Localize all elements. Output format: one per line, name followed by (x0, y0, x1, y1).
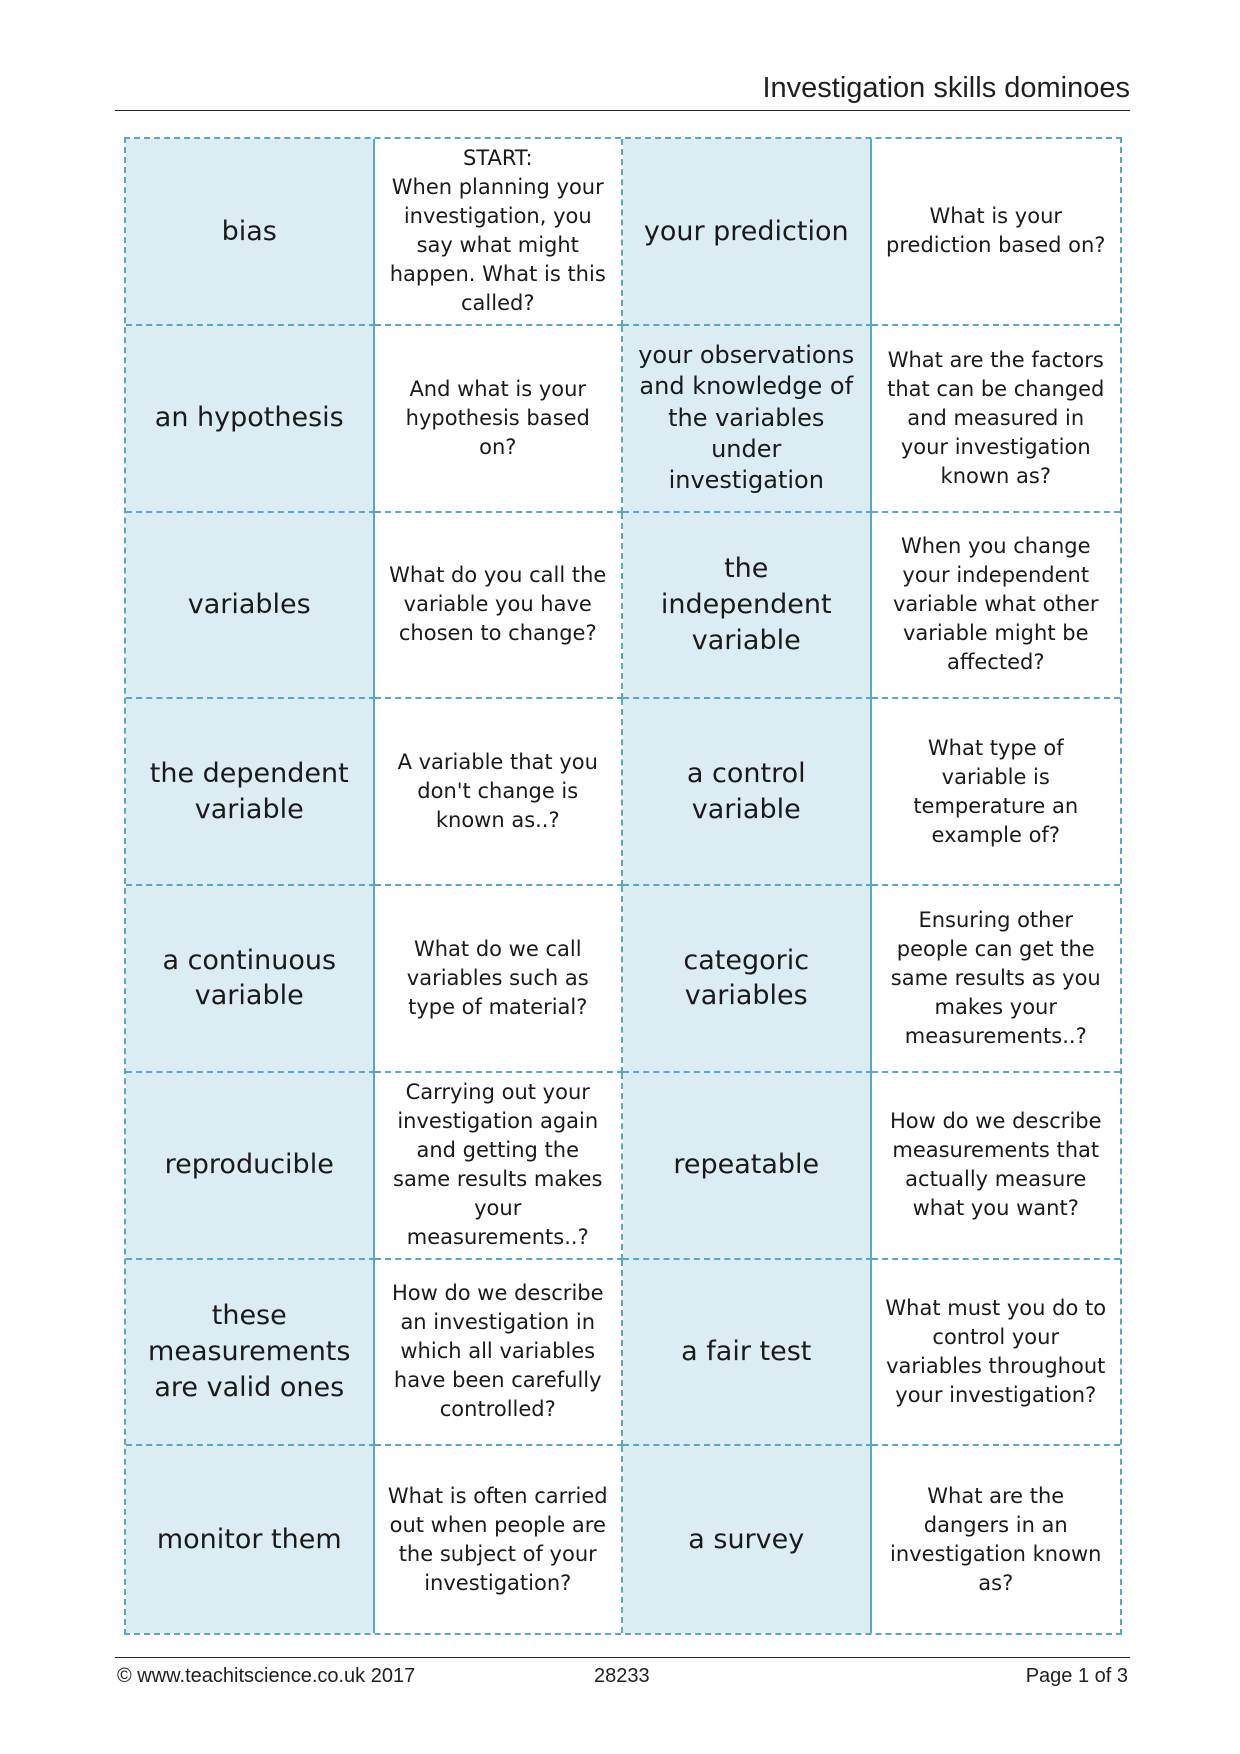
answer-text: monitor them (156, 1523, 342, 1555)
question-text: When you change your independent variable what other variable might be affected? (892, 534, 1099, 675)
answer-text: reproducible (164, 1149, 334, 1181)
domino-question-cell (375, 1260, 624, 1447)
copyright-text: © www.teachitscience.co.uk 2017 (117, 1665, 416, 1687)
domino-question-cell (375, 326, 624, 513)
resource-id: 28233 (594, 1665, 650, 1687)
domino-answer-cell (623, 1260, 872, 1447)
domino-answer-cell (623, 1073, 872, 1260)
dominoes-grid (124, 137, 1122, 1635)
domino-question-cell (375, 513, 624, 700)
question-text: How do we describe an investigation in which all variables have been carefully controlled? (391, 1281, 604, 1422)
domino-question-cell (872, 886, 1121, 1073)
domino-answer-cell (623, 326, 872, 513)
footer-divider (115, 1657, 1130, 1658)
answer-text: an hypothesis (154, 402, 344, 434)
question-text: Ensuring other people can get the same results as you makes your measurements..? (890, 907, 1101, 1048)
answer-text: a survey (688, 1523, 805, 1555)
question-text: A variable that you don't change is known as..? (397, 750, 598, 833)
domino-question-cell (375, 1446, 624, 1633)
question-text: What is your prediction based on? (886, 204, 1106, 258)
domino-question-cell (872, 1260, 1121, 1447)
domino-answer-cell (623, 1446, 872, 1633)
answer-text: bias (221, 215, 277, 247)
domino-answer-cell (623, 699, 872, 886)
answer-text: a fair test (681, 1336, 812, 1368)
domino-answer-cell (623, 139, 872, 326)
question-text: What are the dangers in an investigation known as? (890, 1483, 1102, 1595)
answer-text: a continuous variable (162, 944, 337, 1012)
question-text: Carrying out your investigation again and getting the same results makes your measurements..? (393, 1080, 603, 1250)
domino-answer-cell (126, 699, 375, 886)
answer-text: your prediction (643, 215, 849, 247)
question-text: What is often carried out when people are the subject of your investigation? (387, 1483, 608, 1595)
domino-answer-cell (126, 139, 375, 326)
question-text: What must you do to control your variables throughout your investigation? (885, 1295, 1107, 1407)
domino-answer-cell (126, 1260, 375, 1447)
domino-answer-cell (126, 513, 375, 700)
answer-text: the independent variable (660, 553, 832, 656)
domino-question-cell (375, 699, 624, 886)
domino-question-cell (872, 513, 1121, 700)
domino-question-cell (872, 1073, 1121, 1260)
answer-text: a control variable (686, 758, 806, 825)
domino-answer-cell (126, 326, 375, 513)
question-text: What do we call variables such as type of material? (406, 936, 589, 1019)
domino-question-cell (375, 886, 624, 1073)
answer-text: categoric variables (683, 944, 810, 1012)
question-text: START: When planning your investigation, you say what might happen. What is this called? (389, 146, 606, 316)
answer-text: your observations and knowledge of the variables under investigation (638, 341, 855, 494)
answer-text: these measurements are valid ones (148, 1300, 351, 1403)
question-text: What do you call the variable you have chosen to change? (389, 563, 607, 646)
domino-question-cell (872, 326, 1121, 513)
domino-question-cell (872, 699, 1121, 886)
question-text: How do we describe measurements that actually measure what you want? (889, 1109, 1102, 1221)
domino-question-cell (375, 139, 624, 326)
domino-answer-cell (623, 513, 872, 700)
header-divider (115, 110, 1130, 111)
domino-answer-cell (623, 886, 872, 1073)
domino-question-cell (872, 1446, 1121, 1633)
question-text: And what is your hypothesis based on? (405, 376, 590, 459)
question-text: What type of variable is temperature an example of? (913, 735, 1079, 847)
page-number: Page 1 of 3 (1025, 1665, 1128, 1687)
page-title: Investigation skills dominoes (762, 72, 1130, 104)
domino-question-cell (872, 139, 1121, 326)
domino-answer-cell (126, 1446, 375, 1633)
question-text: What are the factors that can be changed and measured in your investigation known as? (887, 347, 1105, 488)
answer-text: repeatable (673, 1149, 820, 1181)
domino-answer-cell (126, 886, 375, 1073)
domino-answer-cell (126, 1073, 375, 1260)
answer-text: the dependent variable (149, 758, 349, 825)
domino-question-cell (375, 1073, 624, 1260)
answer-text: variables (187, 589, 311, 621)
